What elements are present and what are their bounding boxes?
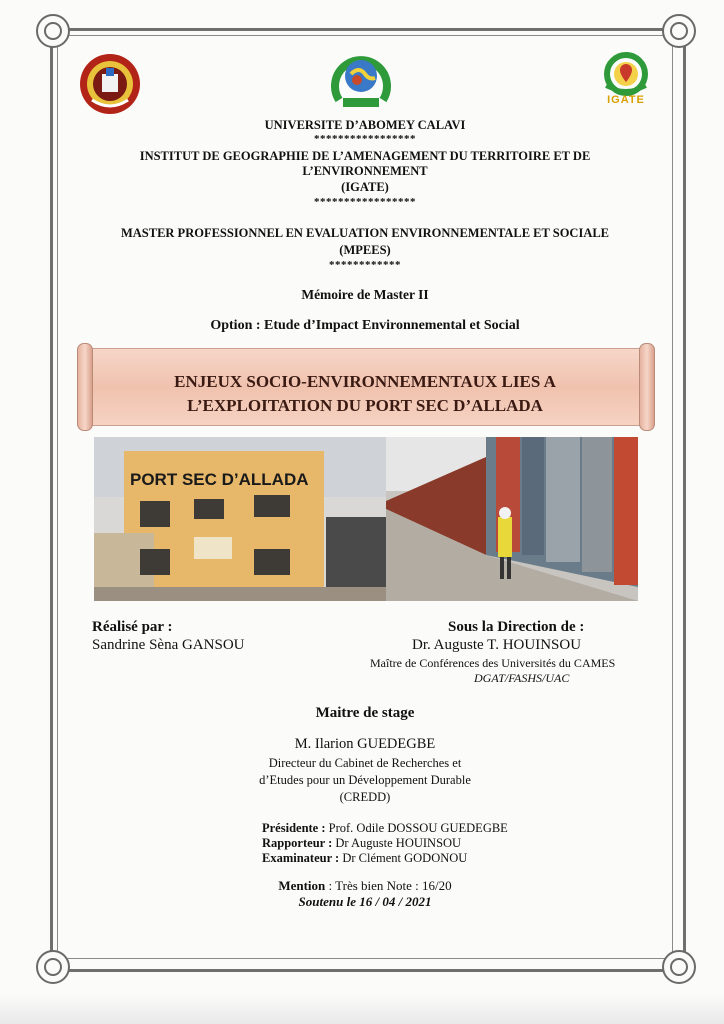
jury-examinateur-label: Examinateur : [262, 851, 340, 865]
director-title: Maître de Conférences des Universités du CAMES [370, 656, 616, 670]
separator-stars: ***************** [314, 196, 416, 208]
uac-logo [78, 52, 142, 116]
supervisor-role-line3: (CREDD) [339, 790, 391, 804]
thesis-title [84, 370, 646, 418]
defense-date: Soutenu le 16 / 04 / 2021 [298, 894, 432, 909]
jury-rapporteur-label: Rapporteur : [262, 836, 333, 850]
supervisor-role-line2: d’Etudes pour un Développement Durable [259, 773, 471, 787]
corner-ornament [662, 14, 696, 48]
port-sign-text: PORT SEC D’ALLADA [130, 470, 309, 489]
jury-examinateur [262, 851, 467, 866]
master-abbr: (MPEES) [339, 243, 391, 257]
director-affiliation: DGAT/FASHS/UAC [474, 671, 570, 685]
mention-label: Mention [278, 878, 326, 893]
memoire-label: Mémoire de Master II [301, 287, 429, 302]
separator-stars: ************ [329, 259, 401, 271]
thesis-title-line1: ENJEUX SOCIO-ENVIRONNEMENTAUX LIES A [174, 372, 556, 391]
supervisor-label: Maitre de stage [315, 705, 415, 721]
supervisor-role-line1: Directeur du Cabinet de Recherches et [268, 756, 462, 770]
jury-rapporteur-name: Dr Auguste HOUINSOU [332, 836, 462, 850]
corner-ornament [36, 14, 70, 48]
mention-value: : Très bien Note : 16/20 [325, 878, 452, 893]
director-name: Dr. Auguste T. HOUINSOU [412, 637, 582, 653]
igate-logo-wordmark: IGATE [607, 94, 645, 106]
thesis-title-line2: L’EXPLOITATION DU PORT SEC D’ALLADA [187, 396, 543, 415]
jury-president-label: Présidente : [262, 821, 326, 835]
master-program: MASTER PROFESSIONNEL EN EVALUATION ENVIRONNEMENTALE ET SOCIALE [120, 226, 610, 240]
separator-stars: ***************** [314, 133, 416, 145]
institute-name-line2: L’ENVIRONNEMENT [302, 164, 428, 178]
author-name: Sandrine Sèna GANSOU [92, 637, 245, 653]
corner-ornament [36, 950, 70, 984]
mpees-logo [329, 48, 393, 108]
jury-rapporteur [262, 836, 461, 851]
option-label: Option : Etude d’Impact Environnemental et Social [210, 318, 520, 333]
institute-name-line1: INSTITUT DE GEOGRAPHIE DE L’AMENAGEMENT DU TERRITOIRE ET DE [139, 149, 591, 163]
jury-examinateur-name: Dr Clément GODONOU [339, 851, 468, 865]
direction-label: Sous la Direction de : [448, 619, 585, 635]
mention [60, 878, 670, 894]
photo-port-building [94, 437, 386, 601]
jury-president-name: Prof. Odile DOSSOU GUEDEGBE [325, 821, 508, 835]
scan-shadow [0, 994, 724, 1024]
jury-president [262, 821, 508, 836]
corner-ornament [662, 950, 696, 984]
university-name: UNIVERSITE D’ABOMEY CALAVI [264, 118, 466, 132]
author-label: Réalisé par : [92, 619, 173, 635]
supervisor-name: M. Ilarion GUEDEGBE [294, 736, 436, 752]
photo-container-yard [386, 437, 638, 601]
institute-abbr: (IGATE) [341, 180, 389, 194]
